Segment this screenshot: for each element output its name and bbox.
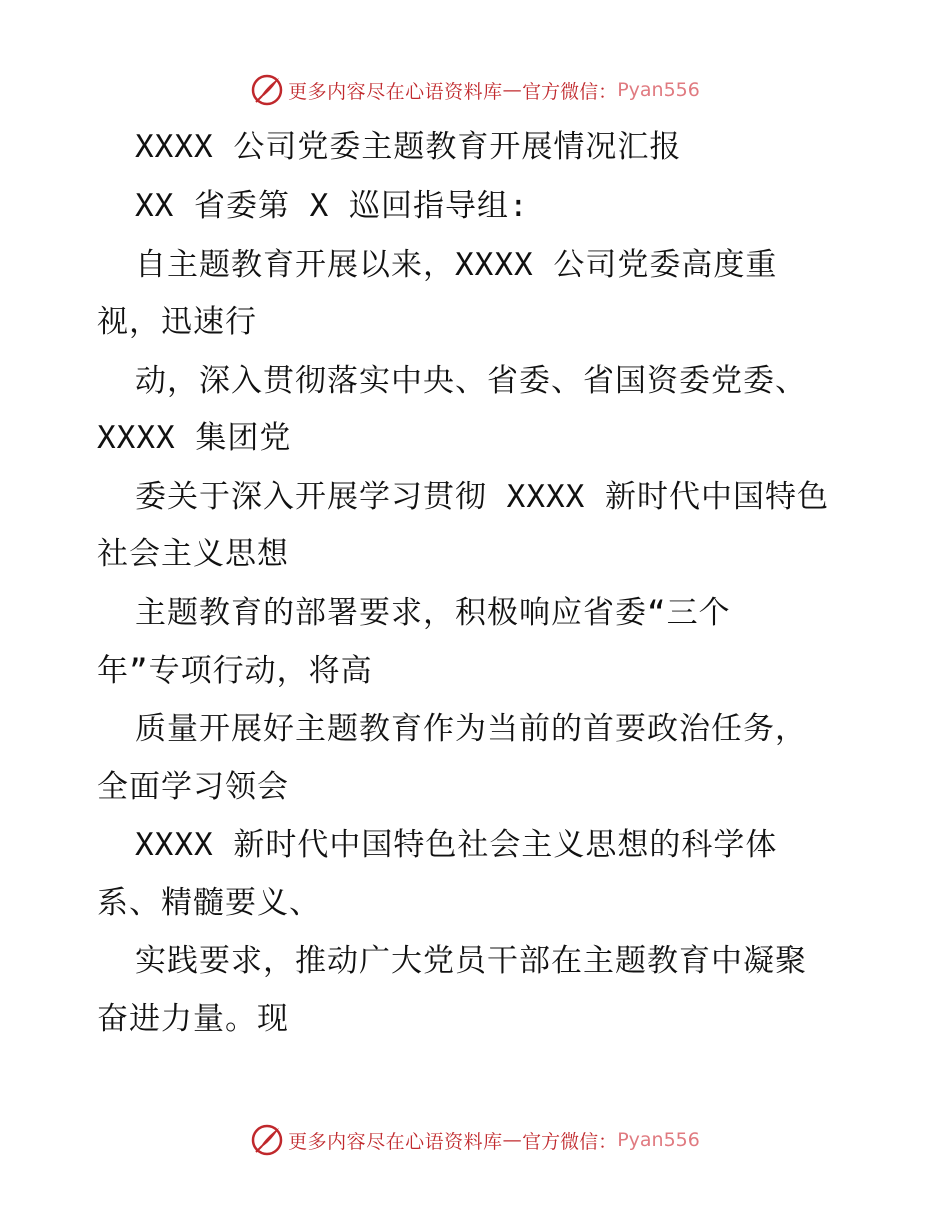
paragraph-line: 视，迅速行	[97, 304, 257, 340]
banner-wechat-id: Pyan556	[617, 79, 700, 101]
banner-text: 更多内容尽在心语资料库	[288, 80, 503, 103]
paragraph-line: 奋进力量。现	[97, 1001, 289, 1037]
banner-dash: —	[502, 79, 523, 101]
paragraph-line: XXXX 集团党	[97, 420, 292, 456]
paragraph-line: 自主题教育开展以来，XXXX 公司党委高度重	[135, 247, 778, 283]
banner-dash: —	[502, 1129, 523, 1151]
salutation: XX 省委第 X 巡回指导组:	[135, 188, 529, 224]
document-title: XXXX 公司党委主题教育开展情况汇报	[135, 129, 682, 165]
paragraph-line: XXXX 新时代中国特色社会主义思想的科学体	[135, 827, 778, 863]
paragraph-line: 质量开展好主题教育作为当前的首要政治任务，	[135, 711, 807, 747]
quill-logo-icon	[250, 73, 284, 107]
banner-wechat-label: 官方微信：	[522, 1130, 618, 1153]
paragraph-line: 委关于深入开展学习贯彻 XXXX 新时代中国特色	[135, 479, 829, 515]
banner-wechat-label: 官方微信：	[522, 80, 618, 103]
paragraph-line: 主题教育的部署要求，积极响应省委“三个	[135, 595, 731, 631]
paragraph-line: 系、精髓要义、	[97, 885, 321, 921]
paragraph-line: 社会主义思想	[97, 536, 289, 572]
quill-logo-icon	[250, 1123, 284, 1157]
header-banner	[0, 70, 950, 110]
footer-banner	[0, 1120, 950, 1160]
banner-text: 更多内容尽在心语资料库	[288, 1130, 503, 1153]
paragraph-line: 实践要求，推动广大党员干部在主题教育中凝聚	[135, 943, 807, 979]
paragraph-line: 年”专项行动，将高	[97, 653, 373, 689]
paragraph-line: 动，深入贯彻落实中央、省委、省国资委党委、	[135, 363, 807, 399]
paragraph-line: 全面学习领会	[97, 769, 289, 805]
banner-wechat-id: Pyan556	[617, 1129, 700, 1151]
